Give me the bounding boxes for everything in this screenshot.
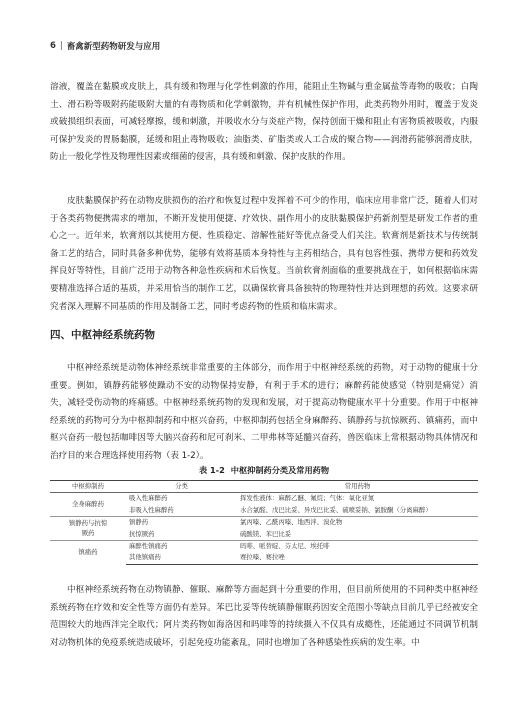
table-cell-subclass: 镇静药 — [126, 517, 237, 529]
table-cell-drugs: 赛拉嗪、赛拉唑 — [237, 552, 478, 564]
table-cell-subclass: 吸入性麻醉药 — [129, 494, 168, 503]
table-caption — [50, 465, 478, 476]
table-cell-category: 全身麻醉药 — [72, 500, 104, 509]
running-header — [50, 40, 480, 52]
book-title: 畜禽新型药物研发与应用 — [66, 42, 161, 52]
category-label: 镇静药与抗惊厥药 — [68, 519, 108, 538]
cns-inhibitor-table — [50, 480, 478, 565]
table-row — [50, 541, 478, 553]
table-cell-category: 镇痛药 — [50, 541, 126, 565]
table-cell-drugs: 硫酸镁、苯巴比妥 — [240, 529, 292, 538]
paragraph-cns-intro: 中枢神经系统是动物体神经系统非常重要的主体部分，而作用于中枢神经系统的药物，对于动物的健康十分重要。例如，镇静药能够使躁动不安的动物保持安静，有利于手术的进行；麻醉药能使感觉（特别是痛觉）消失，减轻受伤动物的疼痛感。中枢神经系统药物的发现和发展，对于提高动物健康水平十分重要。作用于中枢神经系统的药物可分为中枢抑制药和中枢兴奋药，中枢抑制药包括全身麻醉药、镇静药与抗惊厥药、镇痛药，而中枢兴奋药一般包括咖啡因等大脑兴奋药和尼可刹米、二甲弗林等延髓兴奋药，兽医临床上常根据动物具体情况和治疗目的来合理选择使用药物（表 1-2）。 — [50, 363, 478, 461]
section-number: 四、 — [50, 329, 71, 341]
table-cell-subclass: 非吸入性麻醉药 — [129, 505, 174, 514]
section-title: 中枢神经系统药物 — [71, 329, 155, 341]
table-header-row — [50, 481, 478, 493]
table-header-cell: 分类 — [126, 481, 237, 493]
table-cell-subclass: 其他镇痛药 — [126, 552, 237, 564]
paragraph-cns-drug-differences: 中枢神经系统药物在动物镇静、催眠、麻醉等方面起到十分重要的作用，但目前所使用的不同种类中枢神经系统药物在疗效和安全性等方面仍有差异。苯巴比妥等传统镇静催眠药因安全范围小等缺点目前几乎已经被安全范围较大的地西泮完全取代；阿片类药物如海洛因和吗啡等的持续摄入不仅具有成瘾性，还能通过不同调节机制对动物机体的免疫系统造成破坏，引起免疫功能紊乱，同时也增加了各种感染性疾病的发生率。中 — [50, 585, 478, 648]
table-cell-category — [50, 517, 126, 541]
table-cell-subclass: 麻醉性镇痛药 — [126, 541, 237, 553]
section-heading — [50, 327, 155, 342]
table-row — [50, 493, 478, 505]
header-separator: | — [59, 41, 63, 51]
table-header-cell: 中枢抑制药 — [50, 481, 126, 493]
table-row — [50, 517, 478, 529]
table-cell-drugs: 挥发性液体：麻醉乙醚、氟烷；气体：氧化亚氮 — [240, 494, 375, 503]
table-title: 中枢抑制药分类及常用药物 — [230, 465, 330, 475]
table-cell-drugs: 吗啡、哌替啶、芬太尼、埃托啡 — [237, 541, 478, 553]
paragraph-ointments: 皮肤黏膜保护药在动物皮肤损伤的治疗和恢复过程中发挥着不可少的作用，临床应用非常广泛，随着人们对于各类药物便携需求的增加，不断开发使用便捷、疗效快、副作用小的皮肤黏膜保护药新剂型是研发工作者的重心之一。近年来，软膏剂以其使用方便、性质稳定、溶解性能好等优点备受人们关注。软膏剂是新技术与传统制备工艺的结合，同时具备多种优势，能够有效将基质本身特性与主药相结合，具有包容性强、携带方便和药效发挥良好等特性，目前广泛用于动物各种急性疾病和术后恢复。当前软膏剂面临的重要挑战在于，如何根据临床需要精准选择合适的基质，并采用恰当的制作工艺，以确保软膏具备独特的物理特性并达到理想的药效。这要求研究者深入理解不同基质的作用及制备工艺，同时考虑药物的性质和临床需求。 — [50, 196, 478, 312]
table-number: 表 1-2 — [198, 465, 225, 475]
paragraph-protectants-continued: 溶液，覆盖在黏膜或皮肤上，具有缓和物理与化学性刺激的作用，能阻止生物碱与重金属盐等毒物的吸收；白陶土、滑石粉等吸附药能吸附大量的有毒物质和化学刺激物，并有机械性保护作用，此类药物外用时，覆盖于发炎或破损组织表面，可减轻摩擦，缓和刺激，并吸收水分与炎症产物，保持创面干燥和阻止有害物质被吸收，内服可保护发炎的胃肠黏膜，延缓和阻止毒物吸收；油脂类、矿脂类或人工合成的聚合物——润滑药能够润滑皮肤，防止一般化学性及物理性因素或细菌的侵害，具有缓和刺激、保护皮肤的作用。 — [50, 82, 478, 163]
table-cell-drugs: 水合氯醛、戊巴比妥、异戊巴比妥、硫喷妥钠、氯胺酮（分离麻醉） — [240, 505, 432, 514]
table-cell-subclass: 抗惊厥药 — [129, 529, 155, 538]
page-number: 6 — [50, 41, 56, 51]
table-cell-drugs: 氯丙嗪、乙酰丙嗪、地西泮、溴化物 — [237, 517, 478, 529]
table-header-cell: 常用药物 — [237, 481, 478, 493]
